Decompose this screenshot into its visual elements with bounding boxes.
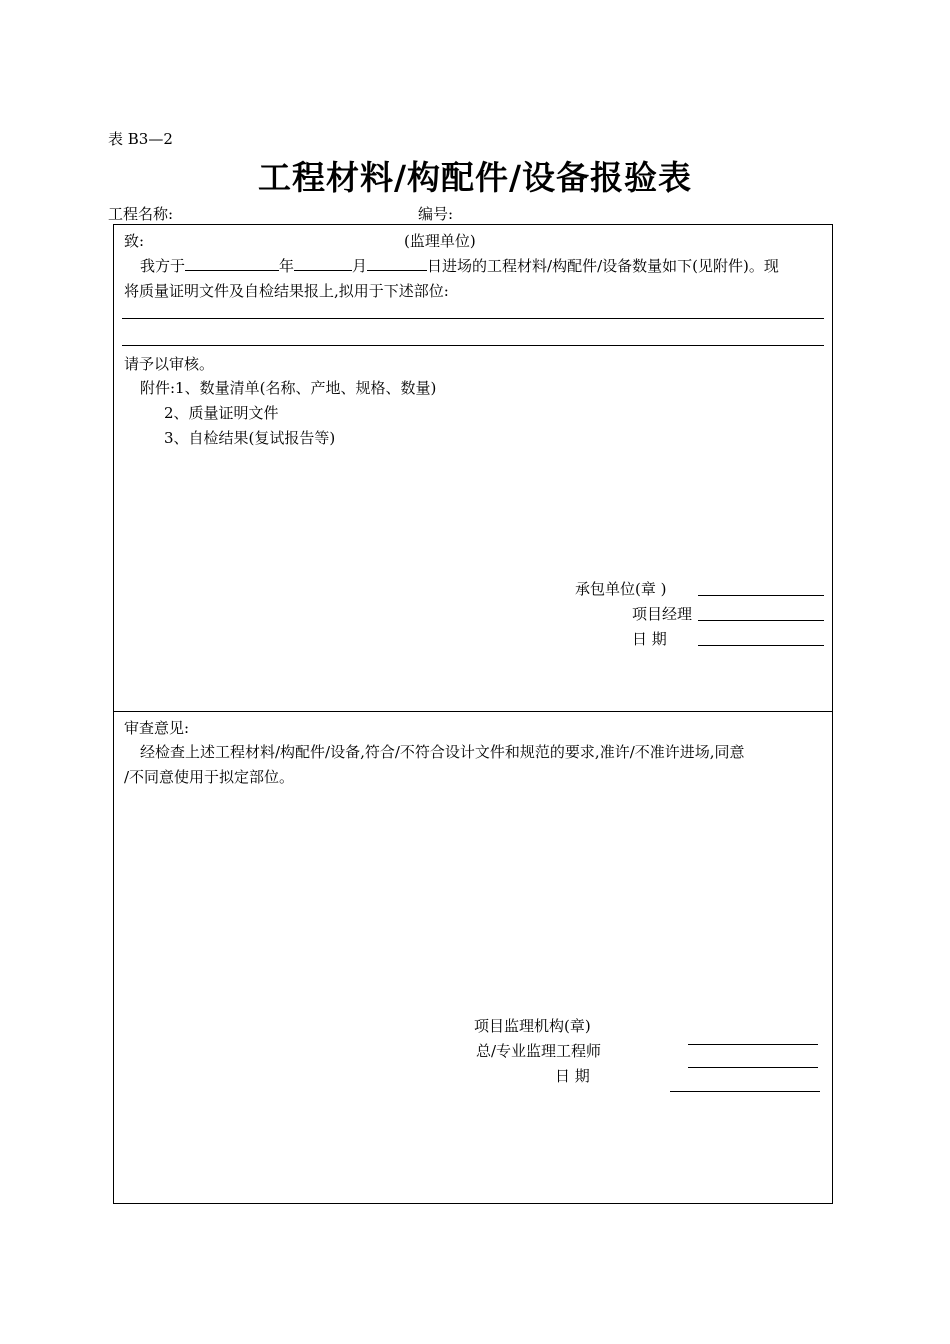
review-opinion-line1: 经检查上述工程材料/构配件/设备,符合/不符合设计文件和规范的要求,准许/不准许进场,同意 xyxy=(140,743,745,761)
entry-day-blank[interactable] xyxy=(367,256,427,271)
para-mid: 日进场的工程材料/构配件/设备数量如下(见附件)。现 xyxy=(427,257,779,275)
engineer-signature-line-2[interactable] xyxy=(688,1067,818,1068)
to-label: 致: xyxy=(124,232,145,250)
review-opinion-line2: /不同意使用于拟定部位。 xyxy=(124,768,295,786)
serial-number-label: 编号: xyxy=(418,205,454,223)
review-date-label: 日 期 xyxy=(555,1067,590,1085)
contractor-date-label: 日 期 xyxy=(632,630,667,648)
para-prefix: 我方于 xyxy=(140,257,186,275)
contractor-label: 承包单位(章 ) xyxy=(575,580,667,598)
supervisor-unit-label: (监理单位) xyxy=(404,232,476,250)
review-date-line[interactable] xyxy=(670,1091,820,1092)
supervision-org-label: 项目监理机构(章) xyxy=(474,1017,591,1035)
form-code: 表 B3—2 xyxy=(108,130,173,148)
month-label: 月 xyxy=(352,257,368,275)
location-blank-line-2[interactable] xyxy=(122,345,824,346)
entry-year-blank[interactable] xyxy=(185,256,279,271)
project-manager-signature-line[interactable] xyxy=(698,620,824,621)
contractor-signature-line[interactable] xyxy=(698,595,824,596)
project-name-label: 工程名称: xyxy=(108,205,174,223)
engineer-signature-line-1[interactable] xyxy=(688,1044,818,1045)
project-manager-label: 项目经理 xyxy=(632,605,693,623)
section-divider xyxy=(114,711,832,712)
form-table xyxy=(113,224,833,1204)
submission-paragraph-line1 xyxy=(140,255,779,276)
attachment-item-3: 3、自检结果(复试报告等) xyxy=(164,429,336,447)
entry-month-blank[interactable] xyxy=(294,256,352,271)
submission-paragraph-line2: 将质量证明文件及自检结果报上,拟用于下述部位: xyxy=(124,282,449,300)
year-label: 年 xyxy=(279,257,295,275)
review-heading: 审查意见: xyxy=(124,719,190,737)
attachments-label: 附件:1、数量清单(名称、产地、规格、数量) xyxy=(140,379,437,397)
attachment-item-2: 2、质量证明文件 xyxy=(164,404,279,422)
supervising-engineer-label: 总/专业监理工程师 xyxy=(476,1042,602,1060)
contractor-date-line[interactable] xyxy=(698,645,824,646)
location-blank-line-1[interactable] xyxy=(122,318,824,319)
page-title: 工程材料/构配件/设备报验表 xyxy=(257,158,693,197)
request-text: 请予以审核。 xyxy=(124,355,215,373)
